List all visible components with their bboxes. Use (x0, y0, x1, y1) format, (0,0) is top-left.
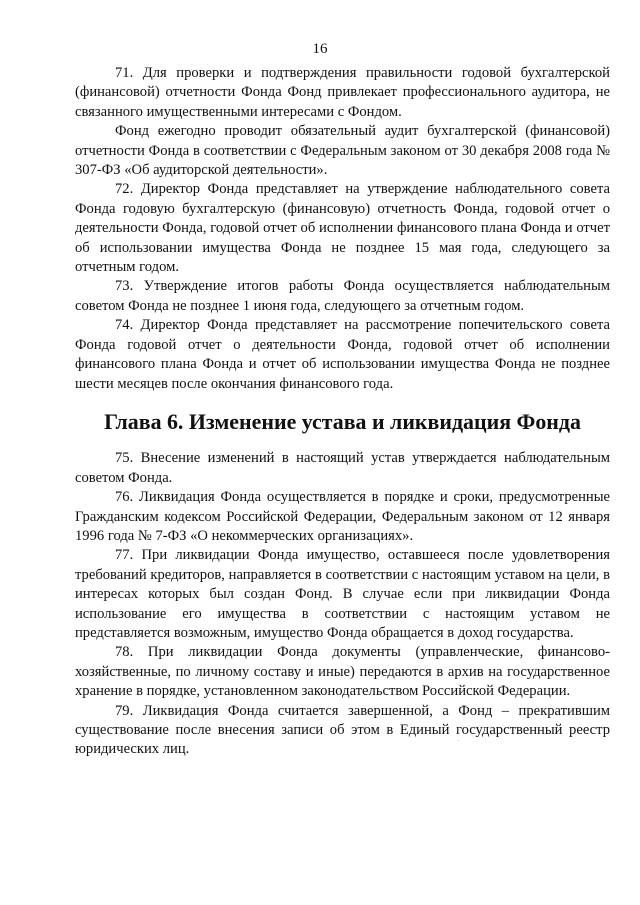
paragraph-75: 75. Внесение изменений в настоящий устав утверждается наблюдательным советом Фонда. (75, 450, 610, 486)
paragraph-78: 78. При ликвидации Фонда документы (управленческие, финансово-хозяйственные, по личному составу и иные) передаются в архив на государственное хранение в порядке, установленном законодательством Российской Федерации. (75, 644, 610, 700)
paragraph-74: 74. Директор Фонда представляет на рассмотрение попечительского совета Фонда годовой отчет о деятельности Фонда, годовой отчет об исполнении финансового плана Фонда и отчет об использовании имущества Фонда не позднее шести месяцев после окончания финансового года. (75, 317, 610, 392)
paragraph-71: 71. Для проверки и подтверждения правильности годовой бухгалтерской (финансовой) отчетности Фонда Фонд привлекает профессионального аудитора, не связанного имущественными интересами с Фондом. (75, 65, 610, 120)
paragraph-76: 76. Ликвидация Фонда осуществляется в порядке и сроки, предусмотренные Гражданским кодексом Российской Федерации, Федеральным законом от 12 января 1996 года № 7-ФЗ «О некоммерческих организациях». (75, 489, 610, 544)
paragraph-73: 73. Утверждение итогов работы Фонда осуществляется наблюдательным советом Фонда не позднее 1 июня года, следующего за отчетным годом. (75, 278, 610, 314)
page-number: 16 (312, 41, 328, 57)
paragraph-79: 79. Ликвидация Фонда считается завершенной, а Фонд – прекратившим существование после внесения записи об этом в Единый государственный реестр юридических лиц. (75, 702, 610, 758)
scan-speck (458, 740, 459, 741)
chapter-heading: Глава 6. Изменение устава и ликвидация Фонда (104, 408, 581, 434)
document-body (75, 64, 610, 760)
paragraph-72: 72. Директор Фонда представляет на утверждение наблюдательного совета Фонда годовую бухгалтерскую (финансовую) отчетность Фонда, годовой отчет о деятельности Фонда, годовой отчет об исполнении финансового плана Фонда и отчет об использовании имущества Фонда не позднее 15 мая года, следующего за отчетным годом. (75, 181, 610, 276)
paragraph-77: 77. При ликвидации Фонда имущество, оставшееся после удовлетворения требований кредиторов, направляется в соответствии с настоящим уставом на цели, в интересах которых был создан Фонд. В случае если при ликвидации Фонда использование его имущества в соответствии с настоящим уставом не представляется возможным, имущество Фонда обращается в доход государства. (75, 547, 610, 641)
paragraph-71-audit: Фонд ежегодно проводит обязательный аудит бухгалтерской (финансовой) отчетности Фонда в соответствии с Федеральным законом от 30 декабря 2008 года № 307-ФЗ «Об аудиторской деятельности». (75, 123, 610, 179)
